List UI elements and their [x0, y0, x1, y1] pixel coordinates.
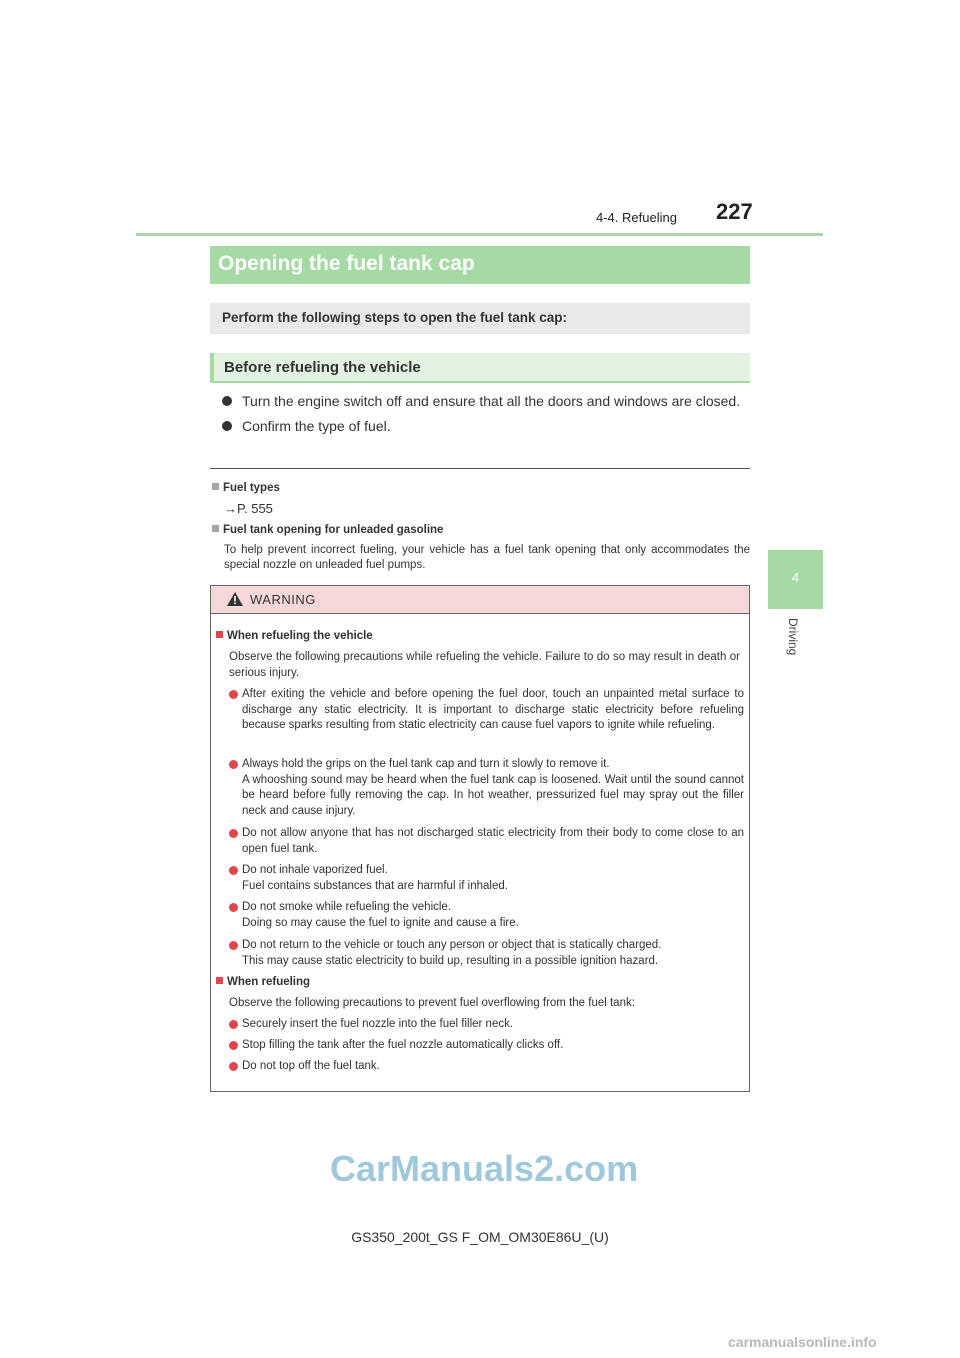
square-bullet-icon — [216, 977, 223, 984]
warning-item: Do not inhale vaporized fuel. Fuel contains substances that are harmful if inhaled. — [229, 863, 744, 894]
step-list — [222, 390, 747, 440]
note-body: To help prevent incorrect fueling, your vehicle has a fuel tank opening that only accommodates the special nozzle on unleaded fuel pumps. — [224, 544, 750, 571]
warning-item: Always hold the grips on the fuel tank cap and turn it slowly to remove it. A whooshing sound may be heard when the fuel tank cap is loosened. Wait until the sound cannot be heard before fully removing the cap. In hot weather, pressurized fuel may spray out the filler neck and cause injury. — [229, 757, 744, 819]
bullet-icon — [229, 903, 238, 912]
watermark-text: carmanualsonline.info — [728, 1334, 877, 1350]
bullet-icon — [229, 1041, 238, 1050]
step-item: Turn the engine switch off and ensure that all the doors and windows are closed. — [222, 390, 747, 412]
bullet-icon — [222, 421, 232, 431]
note-title: Fuel types — [212, 482, 280, 494]
square-bullet-icon — [212, 525, 219, 532]
warning-section-title: When refueling — [216, 975, 310, 991]
chapter-label — [784, 618, 804, 678]
header-rule — [136, 233, 823, 236]
warning-item: Securely insert the fuel nozzle into the fuel filler neck. — [229, 1017, 744, 1033]
warning-item: Stop filling the tank after the fuel nozzle automatically clicks off. — [229, 1038, 744, 1054]
note-body: →P. 555 — [224, 501, 273, 516]
chapter-number: 4 — [791, 570, 800, 585]
warning-section-title: When refueling the vehicle — [216, 629, 373, 645]
warning-item: Do not allow anyone that has not discharged static electricity from their body to come close to an open fuel tank. — [229, 826, 744, 857]
warning-item: After exiting the vehicle and before opening the fuel door, touch an unpainted metal surface to discharge any static electricity. It is important to discharge static electricity before refueling because sparks resulting from static electricity can cause fuel vapors to ignite while refueling. — [229, 687, 744, 734]
warning-label: WARNING — [250, 592, 316, 607]
warning-item: Do not top off the fuel tank. — [229, 1059, 744, 1075]
section-title: 4-4. Refueling — [596, 210, 677, 225]
chapter-label-text: Driving — [786, 618, 800, 656]
page-title: Opening the fuel tank cap — [218, 252, 475, 275]
note-title: Fuel tank opening for unleaded gasoline — [212, 524, 443, 536]
bullet-icon — [229, 1062, 238, 1071]
section-separator — [210, 468, 750, 469]
subsection-title: Before refueling the vehicle — [224, 359, 421, 376]
square-bullet-icon — [216, 631, 223, 638]
subsection-underline — [210, 381, 750, 383]
warning-section-intro: Observe the following precautions to prevent fuel overflowing from the fuel tank: — [229, 997, 635, 1009]
bullet-icon — [222, 396, 232, 406]
bullet-icon — [229, 941, 238, 950]
intro-text: Perform the following steps to open the fuel tank cap: — [222, 310, 568, 325]
bullet-icon — [229, 690, 238, 699]
warning-item: Do not smoke while refueling the vehicle. Doing so may cause the fuel to ignite and cause a fire. — [229, 900, 744, 931]
bullet-icon — [229, 829, 238, 838]
square-bullet-icon — [212, 483, 219, 490]
bullet-icon — [229, 866, 238, 875]
step-item: Confirm the type of fuel. — [222, 415, 747, 437]
document-code: GS350_200t_GS F_OM_OM30E86U_(U) — [351, 1229, 609, 1245]
warning-section-intro: Observe the following precautions while refueling the vehicle. Failure to do so may result in death or serious injury. — [229, 651, 740, 679]
warning-item: Do not return to the vehicle or touch any person or object that is statically charged. This may cause static electricity to build up, resulting in a possible ignition hazard. — [229, 938, 744, 969]
watermark-logo: CarManuals2.com — [330, 1148, 639, 1189]
page-number: 227 — [716, 199, 753, 224]
warning-triangle-icon — [226, 591, 244, 607]
bullet-icon — [229, 760, 238, 769]
bullet-icon — [229, 1020, 238, 1029]
